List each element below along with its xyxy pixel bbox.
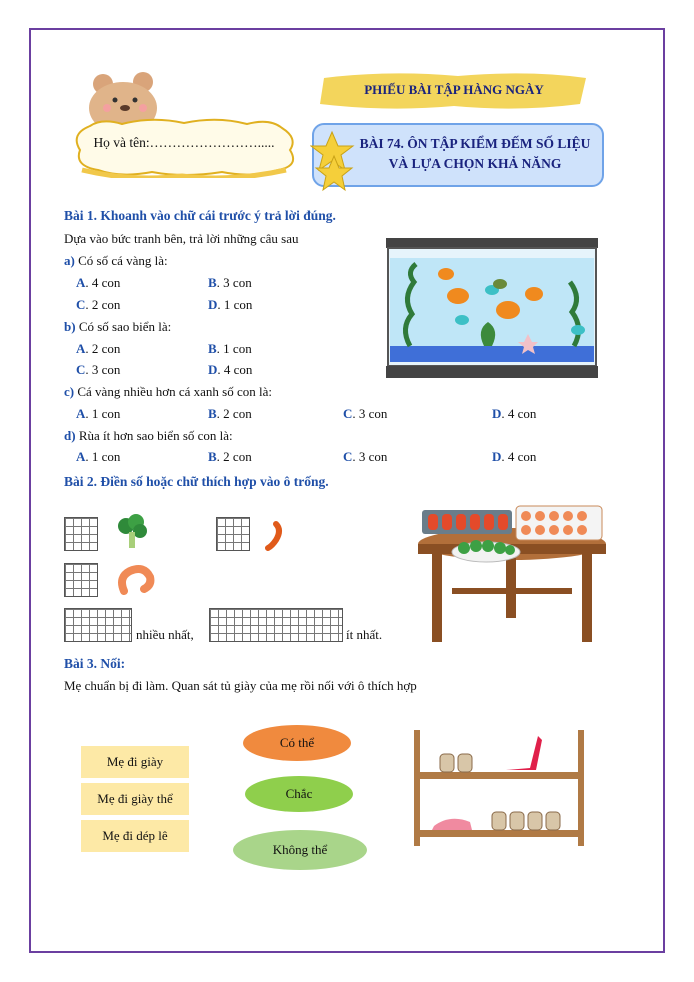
question-a: a) Có số cá vàng là: [64, 253, 168, 268]
choice-possible[interactable]: Có thể [243, 725, 351, 761]
broccoli-icon [116, 514, 148, 552]
option-c-C[interactable]: C. 3 con [343, 406, 388, 421]
count-box-shrimp[interactable] [64, 563, 98, 597]
ex1-heading: Bài 1. Khoanh vào chữ cái trước ý trả lời đúng. [64, 208, 336, 223]
option-d-B[interactable]: B. 2 con [208, 449, 252, 464]
option-a-A[interactable]: A. 4 con [76, 275, 121, 290]
least-answer-box[interactable] [209, 608, 343, 642]
statement-slippers[interactable]: Mẹ đi dép lê [81, 820, 189, 852]
option-d-D[interactable]: D. 4 con [492, 449, 537, 464]
least-label: ít nhất. [346, 627, 383, 642]
option-c-B[interactable]: B. 2 con [208, 406, 252, 421]
choice-certain[interactable]: Chắc [245, 776, 353, 812]
shrimp-icon [116, 563, 156, 599]
option-b-C[interactable]: C. 3 con [76, 362, 121, 377]
choice-impossible[interactable]: Không thể [233, 830, 367, 870]
option-d-C[interactable]: C. 3 con [343, 449, 388, 464]
ex3-heading: Bài 3. Nối: [64, 656, 126, 671]
shoe-rack-illustration [410, 726, 588, 850]
option-c-D[interactable]: D. 4 con [492, 406, 537, 421]
most-label: nhiều nhất, [136, 627, 194, 642]
worksheet-title: PHIẾU BÀI TẬP HÀNG NGÀY [364, 82, 544, 97]
question-c: c) Cá vàng nhiều hơn cá xanh số con là: [64, 384, 272, 399]
aquarium-illustration [384, 238, 600, 380]
count-box-broccoli[interactable] [64, 517, 98, 551]
name-field[interactable] [72, 118, 296, 170]
sausage-icon [262, 520, 286, 552]
question-b: b) Có số sao biển là: [64, 319, 172, 334]
count-box-sausage[interactable] [216, 517, 250, 551]
option-d-A[interactable]: A. 1 con [76, 449, 121, 464]
option-a-C[interactable]: C. 2 con [76, 297, 121, 312]
most-answer-box[interactable] [64, 608, 132, 642]
statement-shoes[interactable]: Mẹ đi giày [81, 746, 189, 778]
food-table-illustration [412, 504, 608, 646]
option-b-A[interactable]: A. 2 con [76, 341, 121, 356]
option-b-B[interactable]: B. 1 con [208, 341, 252, 356]
ex1-intro: Dựa vào bức tranh bên, trả lời những câu sau [64, 231, 299, 246]
statement-sneakers[interactable]: Mẹ đi giày thể [81, 783, 189, 815]
ex3-intro: Mẹ chuẩn bị đi làm. Quan sát tủ giày của mẹ rồi nối với ô thích hợp [64, 678, 417, 693]
option-b-D[interactable]: D. 4 con [208, 362, 253, 377]
ex2-heading: Bài 2. Điền số hoặc chữ thích hợp vào ô trống. [64, 474, 329, 489]
option-c-A[interactable]: A. 1 con [76, 406, 121, 421]
worksheet-title-banner [318, 70, 590, 110]
option-a-B[interactable]: B. 3 con [208, 275, 252, 290]
name-label: Họ và tên:……………………..... [93, 135, 275, 150]
lesson-title: BÀI 74. ÔN TẬP KIỂM ĐẾM SỐ LIỆU VÀ LỰA CHỌN KHẢ NĂNG [359, 136, 591, 171]
star-icon [310, 130, 366, 194]
question-d: d) Rùa ít hơn sao biển số con là: [64, 428, 233, 443]
option-a-D[interactable]: D. 1 con [208, 297, 253, 312]
